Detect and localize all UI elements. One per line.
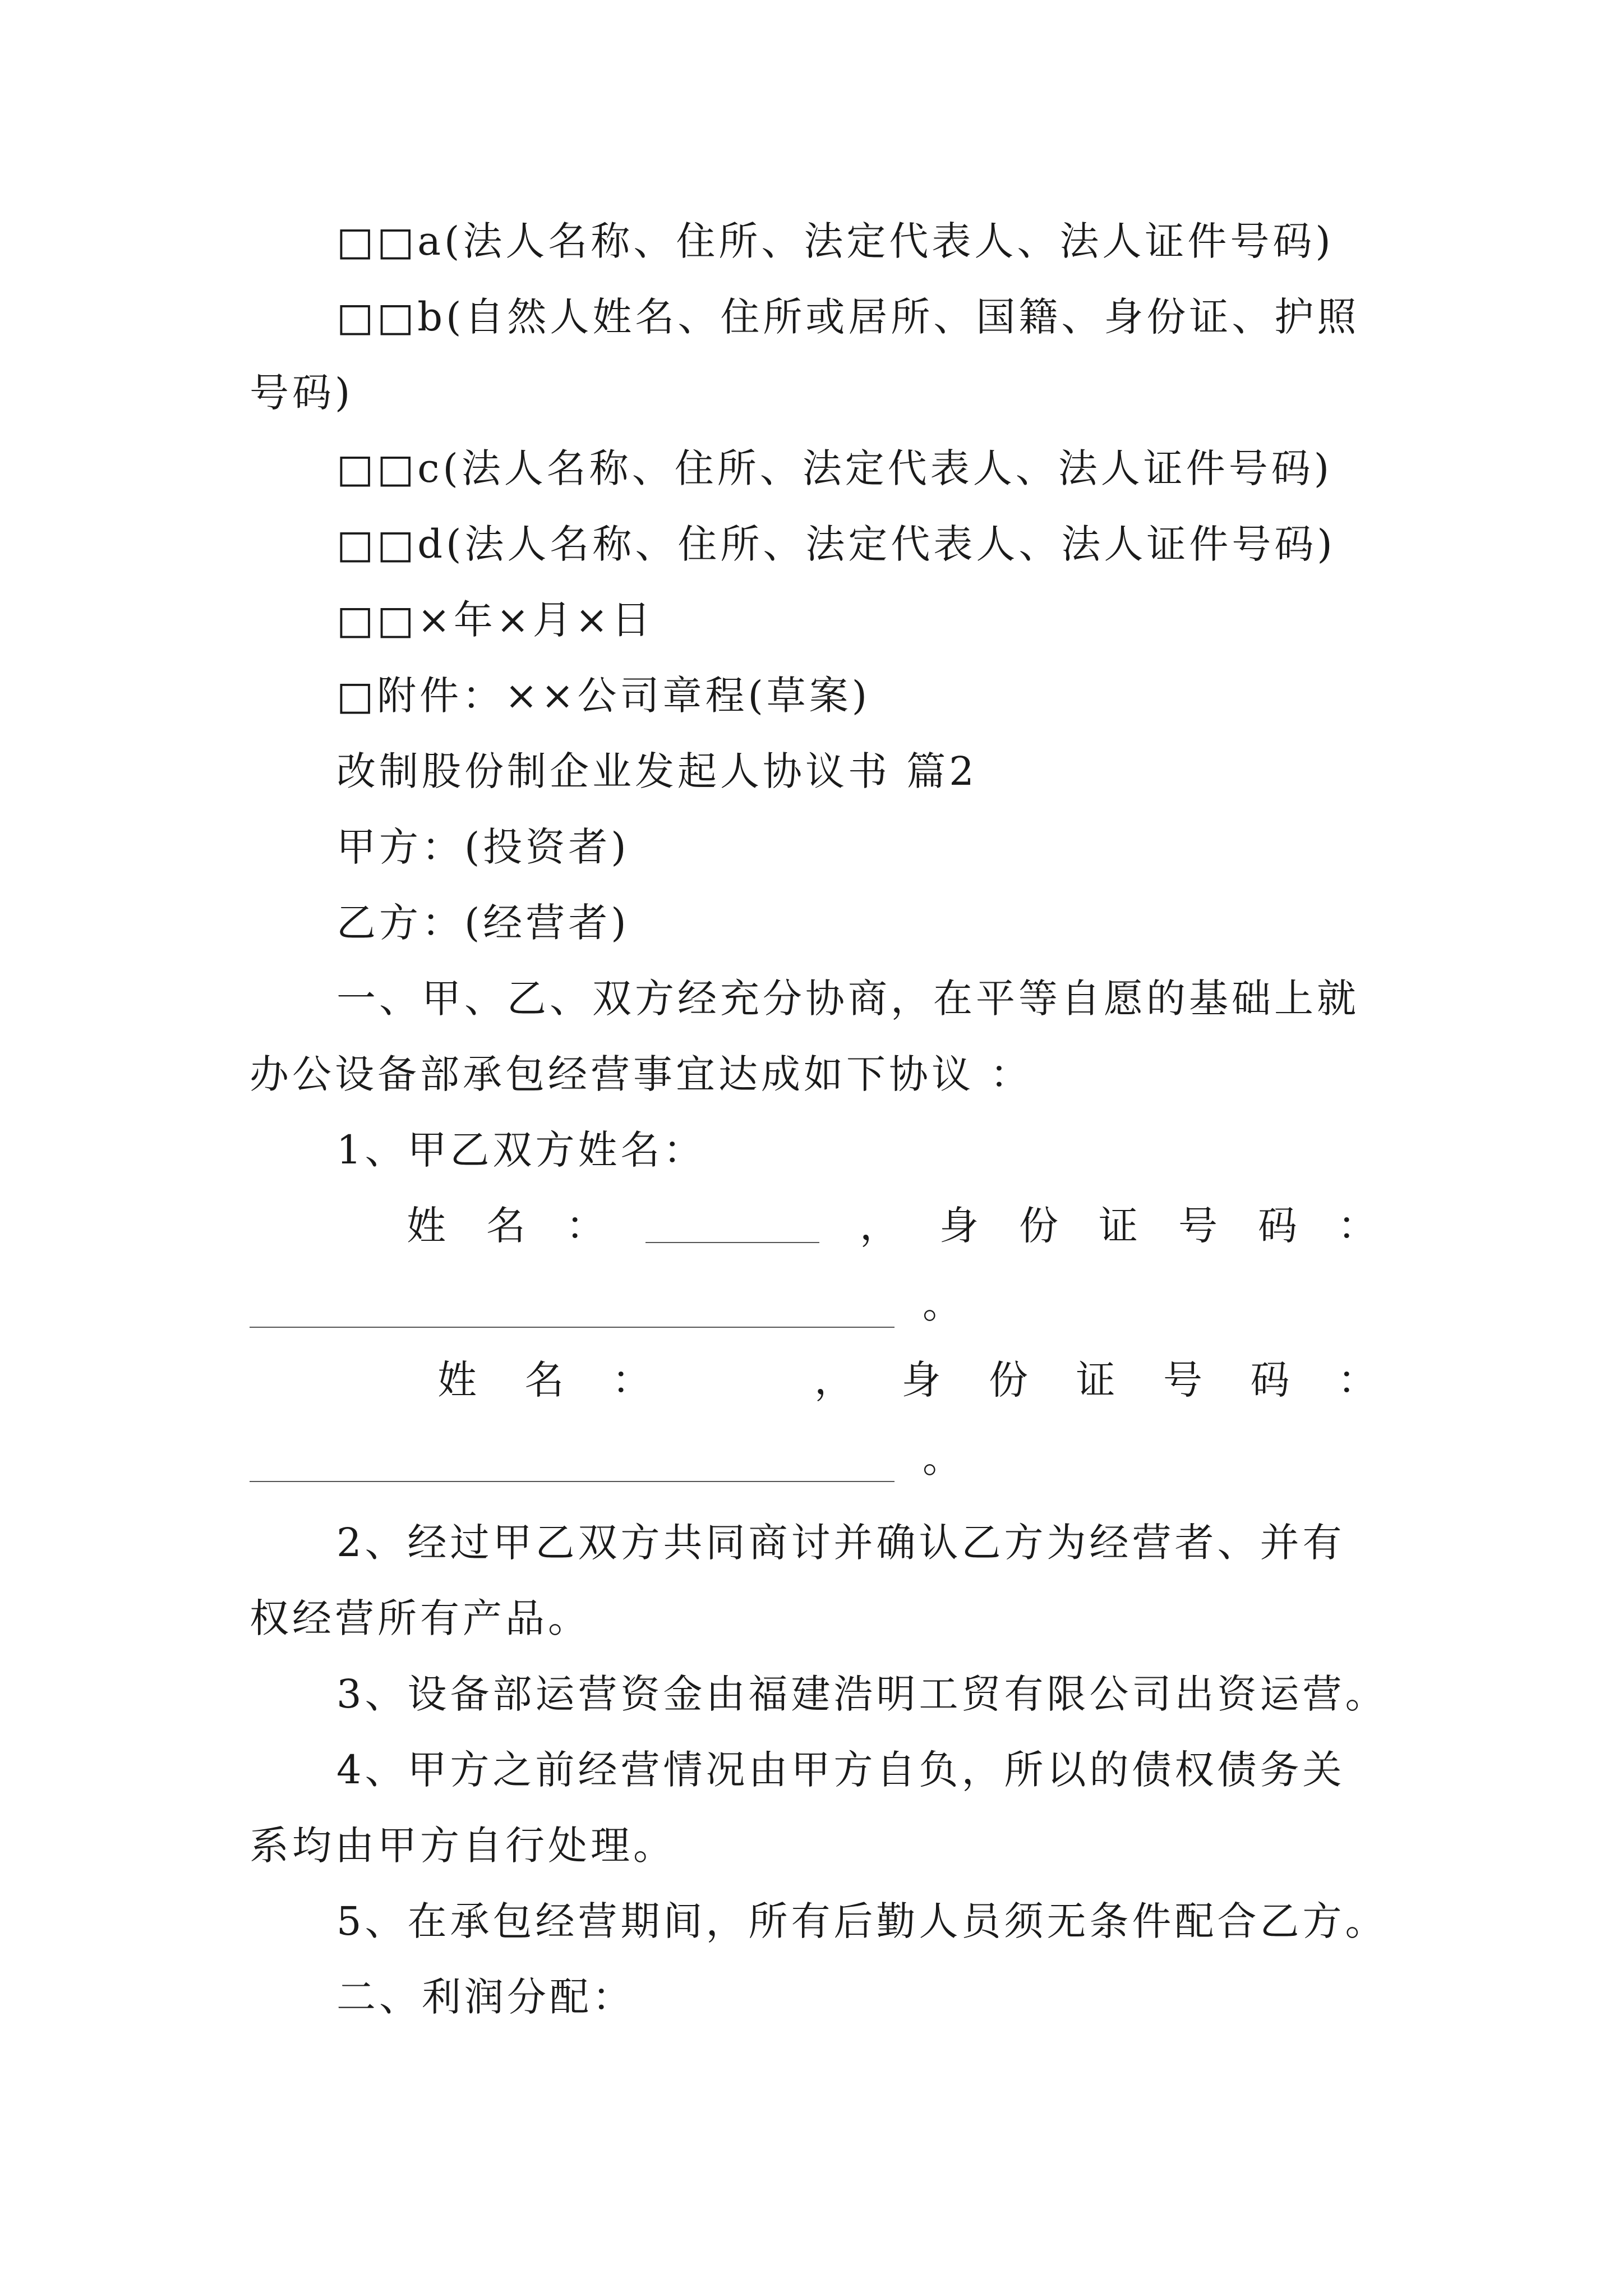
attachment-line: □附件：××公司章程(草案) <box>336 673 871 719</box>
label-char: 份 <box>989 1357 1028 1403</box>
label-char: 名 <box>524 1357 564 1403</box>
clause-two-line-cont: 权经营所有产品。 <box>250 1595 591 1641</box>
id-blank-1 <box>250 1327 895 1328</box>
name-id-row-2 <box>437 1352 1377 1408</box>
label-char: 号 <box>1163 1357 1202 1403</box>
signatory-c-line: □□c(法人名称、住所、法定代表人、法人证件号码) <box>336 445 1333 491</box>
section-title: 改制股份制企业发起人协议书 篇2 <box>336 748 978 794</box>
label-colon: ： <box>566 1203 605 1249</box>
label-colon: ： <box>1338 1357 1377 1403</box>
signatory-b-line: □□b(自然人姓名、住所或居所、国籍、身份证、护照 <box>336 294 1360 340</box>
label-comma: ， <box>814 1357 854 1403</box>
label-char: 姓 <box>437 1357 477 1403</box>
clause-one-line-cont: 办公设备部承包经营事宜达成如下协议 ： <box>250 1051 1033 1097</box>
period-mark: 。 <box>923 1435 962 1481</box>
clause-two-line: 2、经过甲乙双方共同商讨并确认乙方为经营者、并有 <box>336 1520 1345 1566</box>
signatory-a-line: □□a(法人名称、住所、法定代表人、法人证件号码) <box>336 218 1334 264</box>
label-char: 身 <box>901 1357 941 1403</box>
label-char: 名 <box>486 1203 525 1249</box>
signatory-b-line-cont: 号码) <box>250 370 354 416</box>
label-char: 证 <box>1099 1203 1138 1249</box>
label-comma: ， <box>860 1203 899 1249</box>
id-blank-2 <box>250 1481 895 1482</box>
party-a-line: 甲方：(投资者) <box>336 824 630 870</box>
label-char: 姓 <box>407 1203 446 1249</box>
profit-heading: 二、利润分配： <box>336 1974 635 2020</box>
clause-one-line: 一、甲、乙、双方经充分协商，在平等自愿的基础上就 <box>336 976 1359 1022</box>
label-char: 码 <box>1250 1357 1290 1403</box>
name-blank-1 <box>645 1208 819 1243</box>
label-char: 码 <box>1258 1203 1297 1249</box>
label-char: 份 <box>1019 1203 1058 1249</box>
period-mark: 。 <box>923 1281 962 1327</box>
clause-three-line: 3、设备部运营资金由福建浩明工贸有限公司出资运营。 <box>336 1671 1388 1717</box>
date-line: □□×年×月×日 <box>336 597 654 643</box>
clause-four-line: 4、甲方之前经营情况由甲方自负，所以的债权债务关 <box>336 1747 1345 1793</box>
party-b-line: 乙方：(经营者) <box>336 900 630 946</box>
clause-five-line: 5、在承包经营期间，所有后勤人员须无条件配合乙方。 <box>336 1898 1388 1944</box>
signatory-d-line: □□d(法人名称、住所、法定代表人、法人证件号码) <box>336 521 1336 567</box>
label-char: 证 <box>1076 1357 1115 1403</box>
clause-four-line-cont: 系均由甲方自行处理。 <box>250 1823 676 1869</box>
label-colon: ： <box>612 1357 651 1403</box>
names-heading: 1、甲乙双方姓名： <box>336 1127 706 1173</box>
name-id-row-1 <box>407 1198 1377 1254</box>
label-char: 号 <box>1178 1203 1218 1249</box>
label-colon: ： <box>1338 1203 1377 1249</box>
label-char: 身 <box>939 1203 979 1249</box>
